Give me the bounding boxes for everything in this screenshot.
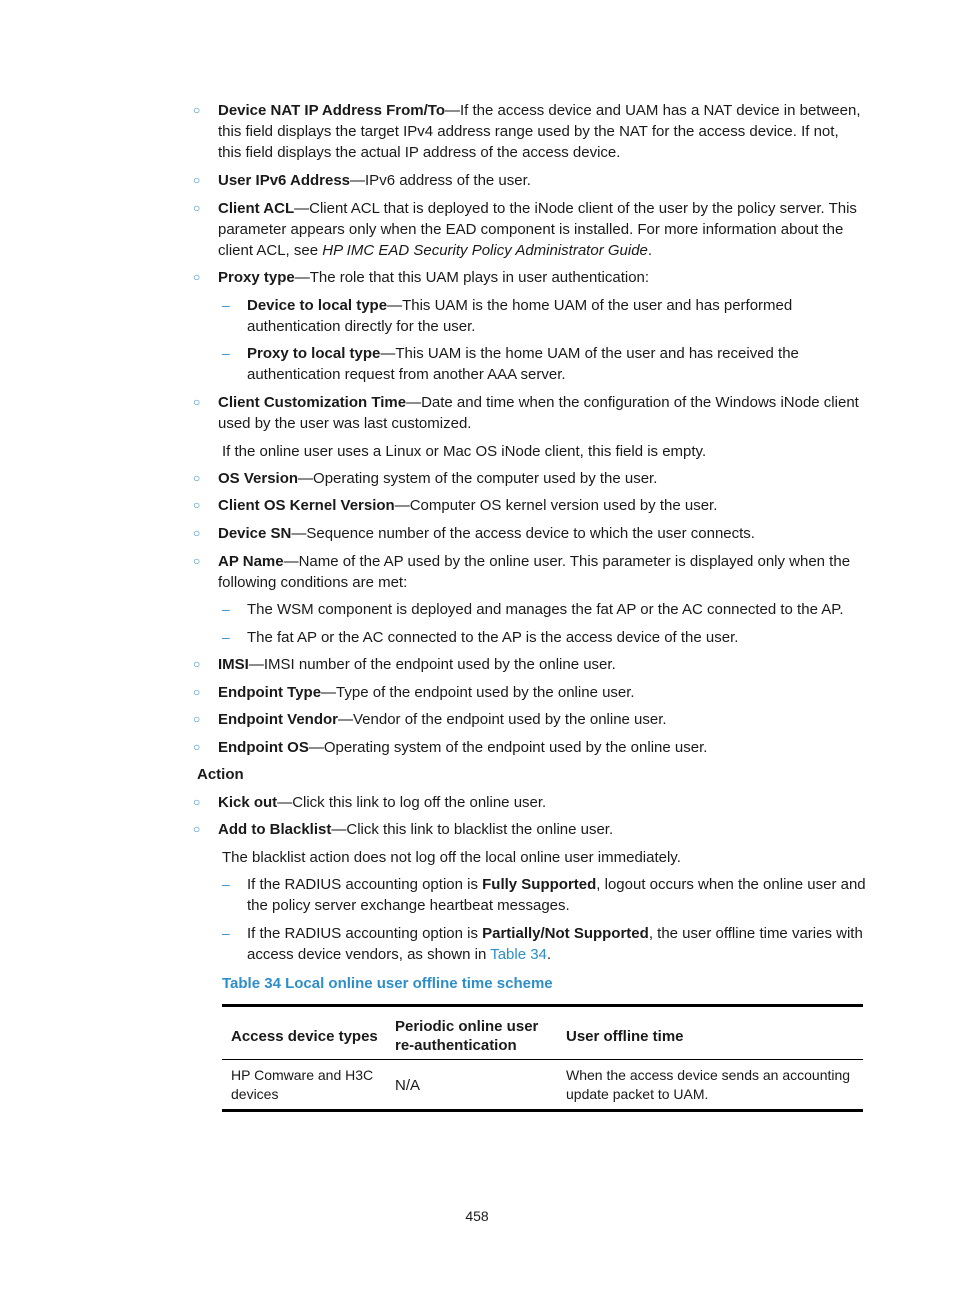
dash-icon: –	[222, 925, 230, 941]
bullet-icon: ○	[193, 526, 201, 540]
dash-icon: –	[222, 876, 230, 892]
table-row	[222, 1060, 863, 1111]
bullet-icon: ○	[193, 795, 201, 809]
term: IMSI	[218, 656, 249, 673]
bullet-icon: ○	[193, 685, 201, 699]
term: Proxy type	[218, 269, 295, 286]
term: Client OS Kernel Version	[218, 497, 395, 514]
term: Device to local type	[247, 297, 388, 314]
bullet-icon: ○	[193, 173, 201, 187]
dash-icon: –	[222, 601, 230, 617]
bullet-icon: ○	[193, 103, 201, 117]
term: Add to Blacklist	[218, 821, 332, 838]
term: OS Version	[218, 470, 299, 487]
bullet-icon: ○	[193, 498, 201, 512]
term: Endpoint OS	[218, 739, 309, 756]
term: User IPv6 Address	[218, 172, 351, 189]
dash-icon: –	[222, 629, 230, 645]
table-cell: N/A	[395, 1076, 421, 1094]
guide-title: HP IMC EAD Security Policy Administrator Guide	[322, 242, 648, 259]
term: Endpoint Type	[218, 684, 322, 701]
page-number: 458	[465, 1208, 489, 1224]
table-cell: HP Comware and H3C devices	[231, 1067, 374, 1102]
term: Proxy to local type	[247, 345, 381, 362]
bullet-icon: ○	[193, 740, 201, 754]
term: Kick out	[218, 794, 278, 811]
term: Client ACL	[218, 200, 295, 217]
term: Client Customization Time	[218, 394, 407, 411]
table-header-row	[222, 1006, 863, 1060]
bullet-icon: ○	[193, 554, 201, 568]
column-header: Periodic online user re-authentication	[395, 1018, 539, 1054]
offline-time-table	[222, 1004, 863, 1112]
bullet-icon: ○	[193, 712, 201, 726]
term: Endpoint Vendor	[218, 711, 338, 728]
dash-icon: –	[222, 297, 230, 313]
term: Device SN	[218, 525, 292, 542]
bullet-icon: ○	[193, 270, 201, 284]
dash-icon: –	[222, 345, 230, 361]
bullet-icon: ○	[193, 471, 201, 485]
term: AP Name	[218, 553, 284, 570]
bullet-icon: ○	[193, 657, 201, 671]
bullet-icon: ○	[193, 395, 201, 409]
column-header: Access device types	[231, 1027, 378, 1045]
bullet-icon: ○	[193, 201, 201, 215]
table-caption: Table 34 Local online user offline time scheme	[222, 975, 553, 992]
table-cell: When the access device sends an accounting update packet to UAM.	[566, 1067, 851, 1102]
column-header: User offline time	[566, 1027, 684, 1045]
bullet-icon: ○	[193, 822, 201, 836]
term: Device NAT IP Address From/To	[218, 102, 445, 119]
table-34-link[interactable]: Table 34	[490, 946, 547, 963]
